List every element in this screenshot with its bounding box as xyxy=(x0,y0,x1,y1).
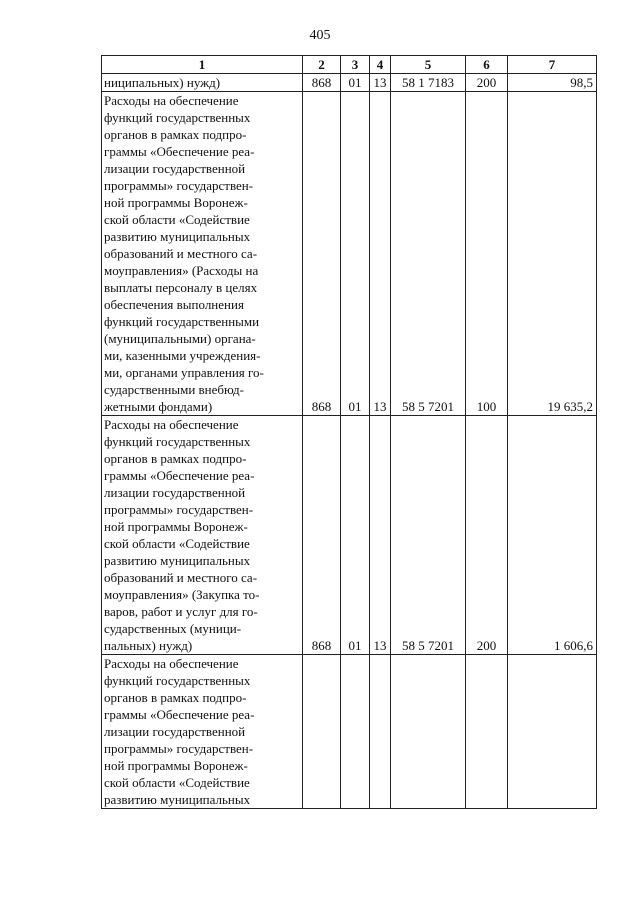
table-row xyxy=(102,416,597,655)
row-amount: 19 635,2 xyxy=(508,92,597,416)
row-target-article xyxy=(391,655,466,809)
page-number: 405 xyxy=(309,28,331,43)
row-expense-type: 200 xyxy=(466,416,508,655)
header-col-5: 5 xyxy=(391,56,466,74)
header-col-1: 1 xyxy=(102,56,303,74)
header-col-4: 4 xyxy=(370,56,391,74)
row-description: Расходы на обеспечение функций государственных органов в рамках подпро- граммы «Обеспечение реа- лизации государственной программы» государствен- ной программы Воронеж- ской области «Содействие развитию муниципальных образований и местного са- моуправления» (Расходы на выплаты персоналу в целях обеспечения выполнения функций государственными (муниципальными) органа- ми, казенными учреждения- ми, органами управления го- сударственными внебюд- жетными фондами) xyxy=(102,92,303,416)
row-ministry-code: 868 xyxy=(303,416,341,655)
row-amount: 1 606,6 xyxy=(508,416,597,655)
row-subsection-code: 13 xyxy=(370,74,391,92)
row-description: Расходы на обеспечение функций государственных органов в рамках подпро- граммы «Обеспечение реа- лизации государственной программы» государствен- ной программы Воронеж- ской области «Содействие развитию муниципальных xyxy=(102,655,303,809)
row-section-code: 01 xyxy=(341,92,370,416)
row-expense-type: 200 xyxy=(466,74,508,92)
table-row xyxy=(102,655,597,809)
row-ministry-code xyxy=(303,655,341,809)
row-section-code: 01 xyxy=(341,74,370,92)
budget-table xyxy=(101,55,597,809)
table-row xyxy=(102,92,597,416)
row-subsection-code: 13 xyxy=(370,416,391,655)
row-section-code: 01 xyxy=(341,416,370,655)
header-col-6: 6 xyxy=(466,56,508,74)
row-target-article: 58 5 7201 xyxy=(391,92,466,416)
row-target-article: 58 1 7183 xyxy=(391,74,466,92)
row-ministry-code: 868 xyxy=(303,92,341,416)
header-col-7: 7 xyxy=(508,56,597,74)
row-description: ниципальных) нужд) xyxy=(102,74,303,92)
header-col-3: 3 xyxy=(341,56,370,74)
table-row xyxy=(102,74,597,92)
row-expense-type xyxy=(466,655,508,809)
row-description: Расходы на обеспечение функций государственных органов в рамках подпро- граммы «Обеспечение реа- лизации государственной программы» государствен- ной программы Воронеж- ской области «Содействие развитию муниципальных образований и местного са- моуправления» (Закупка то- варов, работ и услуг для го- сударственных (муници- пальных) нужд) xyxy=(102,416,303,655)
table-header-row xyxy=(102,56,597,74)
row-target-article: 58 5 7201 xyxy=(391,416,466,655)
row-amount xyxy=(508,655,597,809)
header-col-2: 2 xyxy=(303,56,341,74)
row-subsection-code: 13 xyxy=(370,92,391,416)
row-ministry-code: 868 xyxy=(303,74,341,92)
row-subsection-code xyxy=(370,655,391,809)
row-expense-type: 100 xyxy=(466,92,508,416)
row-amount: 98,5 xyxy=(508,74,597,92)
row-section-code xyxy=(341,655,370,809)
